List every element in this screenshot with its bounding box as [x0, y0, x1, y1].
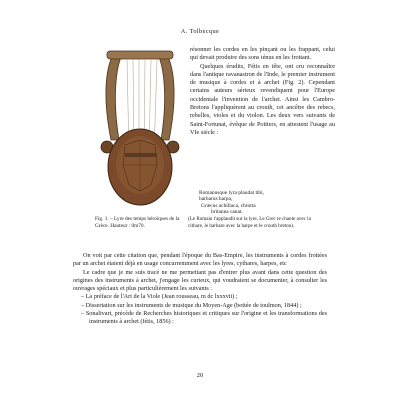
body-text [73, 252, 327, 326]
reference-item: – Sonalivart, précède de Recherches historiques et critiques sur l'origine et les transformations des instruments à archet (fétis, 1856) : [81, 309, 327, 325]
page-number: 20 [196, 372, 204, 379]
paragraph: Quelques érudits, Fétis en tête, ont cru reconnaître dans l'antique ravanastron de l'Inde, le premier instrument de musique à cordes et à archet (Fig. 2). Cependant certains auteurs sérieux revendiquent pour l'Europe occidentale l'invention de l'archet. Ainsi les Cambro-Bretons l'appliquèrent au crouth, cet ancêtre des rebecs, rebelles, violes et du violon. Les deux vers suivants de Saint-Fortunat, évêque de Poitiers, en attestent l'usage au VIe siècle : [190, 62, 335, 136]
right-column-text [190, 46, 335, 137]
figure-caption: Fig. 1. – Lyre des temps héroïques de la Grèce. Hauteur : 0m70. [95, 216, 180, 229]
reference-item: – Dissertation sur les instruments de musique du Moyen-Age (bottée de toulmon, 1844) ; [81, 301, 302, 309]
quote-line: barbarus harpa, [199, 196, 233, 203]
paragraph: On voit par cette citation que, pendant l'époque du Bas-Empire, les instruments à cordes frottées par un archet étaient déjà en usage concurremment avec les lyres, cythares, harpes, etc [73, 252, 327, 268]
lyre-illustration [95, 45, 185, 210]
quote-line: britanna canat. [211, 209, 243, 216]
paragraph: résonner les cordes en les pinçant ou les frappant, celui qui devait produire des sons ténus en les frottant. [190, 46, 335, 62]
translation-caption: (Le Romain t'applaudit sur la lyre, Le Grec te chante avec la cithare, le barbare avec la harpe et le crouth breton). [188, 216, 311, 229]
reference-item: – La préface de l'Art de la Viole (Jean rousseau, m dc lxxxvii) ; [81, 293, 238, 301]
paragraph: Le cadre que je me suis tracé ne me permettant pas d'entrer plus avant dans cette question des origines des instruments à archet, j'engage les curieux, qui voudraient se documenter, à consulter les ouvrages spéciaux et plus particulièrement les suivants : [73, 268, 327, 292]
latin-quote [199, 190, 309, 216]
quote-line: Romanusque lyra plaudat tibi, [199, 190, 264, 196]
lyre-figure [95, 45, 185, 210]
running-head: A. Tolbecque [180, 28, 220, 35]
quote-line: Græcus achillaca, chrotta [201, 202, 256, 209]
